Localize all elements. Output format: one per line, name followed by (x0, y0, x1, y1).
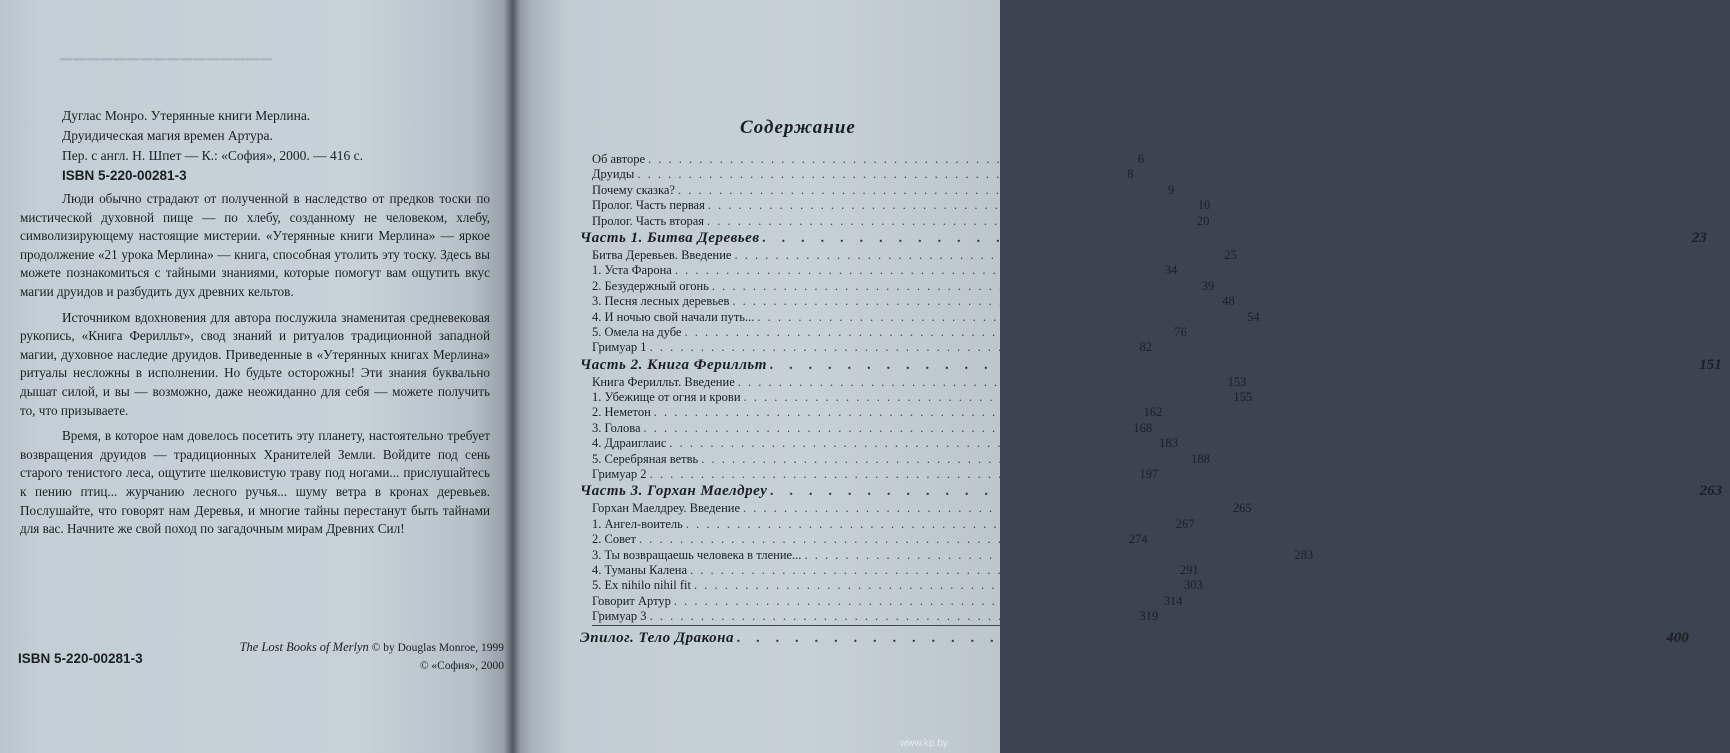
toc-entry-page: 20 (1196, 213, 1210, 228)
toc-leader-dots: . . . . . . . . . . . . . . . . . . . . . . . . . . . . . . . . . . . . . . . . . . . . . . . . (643, 420, 1131, 435)
toc-leader-dots: . . . . . . . . . . . . . . . . . . . . . . . . . . . . . . . . . . . . . . . . . . . . . . . . (737, 374, 1225, 389)
toc-entry-page: 162 (1143, 405, 1163, 420)
toc-entry-page: 9 (1167, 182, 1175, 197)
toc-entry-title: Часть 2. Книга Ферилльт (580, 356, 767, 373)
left-page (0, 0, 512, 753)
toc-leader-dots: . . . . . . . . . . . . . . . . . . . . . . . . . . . . . . . . . . . . . . . . . . . . . . . . (649, 609, 1137, 624)
toc-entry (580, 562, 1199, 578)
toc-entry (580, 167, 1134, 182)
toc-heading: Содержание (740, 117, 856, 138)
original-title: The Lost Books of Merlyn (239, 640, 369, 654)
annotation-paragraph-3: Время, в которое нам довелось посетить эту планету, настоятельно требует возвращения друидов — традиционных Хранителей Земли. Войдите под сень старого тенистого леса, ощутите шелковистую траву под ногами... прислушайтесь к пению птиц... журчанию лесного ручья... шуму ветра в кронах деревьев. Послушайте, что говорят нам Деревья, и многие тайны перестанут быть тайнами для вас. Начните же свой поход по загадочным мирам Древних Сил! (20, 428, 490, 537)
toc-entry-page: 8 (1127, 167, 1134, 182)
copyright-block (226, 638, 504, 675)
toc-part-entry (580, 356, 1722, 375)
toc-entry-page: 54 (1247, 309, 1260, 324)
toc-leader-dots: . . . . . . . . . . . . . . . . . . . . . . . . . . . . . . . . . . . . . . . . . . . . . . . . (743, 501, 1230, 516)
annotation-paragraph-1: Люди обычно страдают от полученной в наследство от предков тоски по мистической духовной пище — по хлебу, созданному не человеком, хлебу, символизирующему настоящие мистерии. «Утерянные книги Мерлина» — яркое продолжение «21 урока Мерлина» — книга, способная утолить эту тоску. Здесь вы можете познакомиться с тайными знаниями, которые помогут вам ощутить вкус магии друидов и разбудить дух древних кельтов. (20, 191, 490, 299)
toc-entry (580, 213, 1210, 229)
toc-entry-page: 151 (1699, 356, 1722, 373)
copyright-line-1 (226, 638, 504, 657)
toc-leader-dots: . . . . . . . . . . . . . . . . . . . . . . . . . . . . . . . . . . . . . . . . . . . . . . . . (638, 532, 1126, 547)
toc-entry-title: 3. Ты возвращаешь человека в тление... (592, 547, 802, 562)
toc-leader-dots: . . . . . . . . . . . . . . . . . . . . . . . . . . . . . . . . . . . . . . . . . . . . . . . . (690, 562, 1177, 577)
toc-entry-title: 2. Совет (592, 532, 636, 547)
toc-entry-page: 39 (1201, 278, 1215, 293)
toc-entry (580, 578, 1203, 593)
toc-entry (580, 263, 1178, 278)
toc-entry-page: 25 (1224, 247, 1237, 262)
toc-leader-dots: . . . . . . . . . . . . . . . . . . . . . . . . . . . . . . . . . . . . . . . . . . . . . . . . (649, 467, 1137, 482)
toc-entry-page: 153 (1227, 374, 1247, 389)
toc-entry-title: Часть 1. Битва Деревьев (580, 229, 760, 246)
toc-entry (580, 609, 1159, 624)
toc-part-entry (580, 229, 1707, 248)
toc-leader-dots: . . . . . . . . . . . . . . . . . . . . . . . . . . . . . . . . . . . . . . . . . . . . . . . . (637, 167, 1125, 182)
toc-entry-title: Друиды (592, 167, 635, 182)
toc-entry-page: 263 (1699, 483, 1723, 500)
toc-entry-title: 2. Неметон (592, 405, 651, 420)
toc-entry-page: 197 (1139, 467, 1159, 482)
toc-leader-dots: . . . . . . . . . . . . . . . . . . . . . . . . . . . . . . . . . . . . . . . . . . . . . . . . (648, 152, 1135, 166)
toc-entry-title: 2. Безудержный огонь (592, 278, 709, 293)
toc-entry-title: Гримуар 1 (592, 340, 647, 355)
toc-entry (580, 340, 1152, 355)
toc-entry-title: Битва Деревьев. Введение (592, 247, 732, 262)
toc-entry (580, 374, 1247, 390)
toc-entry (580, 420, 1153, 436)
toc-leader-dots: . . . . . . . . . . . . . . . . . . . . . . . . . . . . . . . . . . . . . . . . . . . . . . . . (669, 436, 1157, 451)
toc-leader-dots: . . . . . . . . . . . . . . . . . . . . . . . . . . . . . . . . . . . . . . . . . . . . . . . . (757, 309, 1245, 324)
toc-entry (580, 516, 1195, 532)
toc-entry (580, 436, 1179, 451)
isbn-bottom: ISBN 5-220-00281-3 (18, 651, 143, 666)
toc-leader-dots: . . . . . . . . . . . . . . . . . . . . . . . . . . . . . . . . . . . . . . . . . . . . . . . . (762, 229, 1689, 246)
toc-entry-title: Гримуар 3 (592, 609, 647, 624)
toc-entry-title: 5. Омела на дубе (592, 324, 682, 339)
toc-entry-page: 82 (1139, 340, 1152, 355)
annotation-paragraph-2: Источником вдохновения для автора послужила знаменитая средневековая рукопись, «Книга Ферилльт», свод знаний и ритуалов традиционной западной магии, духовное наследие друидов. Приведенные в «Утерянных книгах Мерлина» ритуалы несложны в исполнении. Но будьте осторожны! Эти знания буквально дышат силой, и вы — возможно, даже неожиданно для себя — можете получить то, что призываете. (20, 309, 490, 418)
toc-leader-dots: . . . . . . . . . . . . . . . . . . . . . . . . . . . . . . . . . . . . . . . . . . . . . . . . (769, 356, 1697, 373)
toc-entry-page: 303 (1183, 578, 1203, 593)
toc-entry-page: 10 (1197, 198, 1211, 213)
toc-entry (580, 405, 1163, 420)
toc-leader-dots: . . . . . . . . . . . . . . . . . . . . . . . . . . . . . . . . . . . . . . . . . . . . . . . . (770, 483, 1697, 500)
bleed-through-text: ▔▔▔▔▔▔▔▔▔▔▔▔▔▔▔▔ (60, 60, 273, 77)
toc-entry-page: 23 (1691, 229, 1707, 246)
toc-entry-title: Гримуар 2 (592, 467, 647, 482)
toc-leader-dots: . . . . . . . . . . . . . . . . . . . . . . . . . . . . . . . . . . . . . . . . . . . . . . . . (707, 213, 1194, 228)
annotation-text (20, 190, 490, 539)
isbn-top: ISBN 5-220-00281-3 (62, 168, 187, 183)
toc-entry (580, 451, 1210, 467)
toc-entry-title: Говорит Артур (592, 593, 671, 608)
toc-leader-dots: . . . . . . . . . . . . . . . . . . . . . . . . . . . . . . . . . . . . . . . . . . . . . . . . (649, 340, 1137, 355)
toc-leader-dots: . . . . . . . . . . . . . . . . . . . . . . . . . . . . . . . . . . . . . . . . . . . . . . . . (707, 198, 1195, 213)
toc-leader-dots: . . . . . . . . . . . . . . . . . . . . . . . . . . . . . . . . . . . . . . . . . . . . . . . . (736, 629, 1664, 646)
toc-entry-page: 155 (1233, 390, 1253, 405)
toc-entry-page: 319 (1139, 609, 1159, 624)
toc-entry (580, 593, 1183, 609)
toc-entry-title: Почему сказка? (592, 182, 675, 197)
toc-entry (580, 247, 1237, 263)
toc-entry (580, 501, 1252, 516)
toc-entry (580, 547, 1314, 563)
bibliography-line-1: Дуглас Монро. Утерянные книги Мерлина. (62, 108, 311, 123)
toc-entry (580, 152, 1145, 167)
toc-entry-page: 267 (1175, 516, 1195, 531)
toc-leader-dots: . . . . . . . . . . . . . . . . . . . . . . . . . . . . . . . . . . . . . . . . . . . . . . . . (677, 182, 1165, 197)
toc-entry-page: 34 (1164, 263, 1178, 278)
author-copyright: © by Douglas Monroe, 1999 (371, 642, 504, 654)
toc-entry (580, 324, 1187, 340)
toc-entry-page: 76 (1174, 324, 1187, 339)
toc-entry-title: 4. Туманы Калена (592, 562, 688, 577)
watermark: www.kp.by (900, 738, 948, 749)
book-spine-shadow (504, 0, 520, 753)
toc-leader-dots: . . . . . . . . . . . . . . . . . . . . . . . . . . . . . . . . . . . . . . . . . . . . . . . . (693, 578, 1181, 593)
toc-entry-page: 6 (1137, 152, 1145, 166)
toc-entry-page: 48 (1222, 294, 1235, 309)
right-page (512, 0, 1723, 753)
toc-entry-page: 291 (1179, 562, 1199, 577)
toc-entry-title: 5. Ex nihilo nihil fit (592, 578, 691, 593)
toc-bottom-rule (592, 625, 1002, 626)
toc-entry-title: 1. Уста Фарона (592, 263, 672, 278)
toc-entry-page: 168 (1133, 420, 1153, 435)
toc-leader-dots: . . . . . . . . . . . . . . . . . . . . . . . . . . . . . . . . . . . . . . . . . . . . . . . . (653, 405, 1141, 420)
toc-entry-page: 400 (1666, 629, 1689, 646)
toc-leader-dots: . . . . . . . . . . . . . . . . . . . . . . . . . . . . . . . . . . . . . . . . . . . . . . . . (743, 390, 1231, 405)
toc-leader-dots: . . . . . . . . . . . . . . . . . . . . . . . . . . . . . . . . . . . . . . . . . . . . . . . . (711, 278, 1199, 293)
toc-entry-title: 1. Убежище от огня и крови (592, 390, 741, 405)
toc-entry-page: 265 (1232, 501, 1252, 516)
toc-entry-title: Об авторе (592, 152, 645, 166)
toc-leader-dots: . . . . . . . . . . . . . . . . . . . . . . . . . . . . . . . . . . . . . . . . . . . . . . . . (673, 593, 1161, 608)
bibliography-line-2: Друидическая магия времен Артура. (62, 128, 273, 143)
toc-entry-title: 3. Голова (592, 420, 641, 435)
toc-entry-title: Пролог. Часть первая (592, 198, 705, 213)
toc-entry-title: Книга Ферилльт. Введение (592, 374, 735, 389)
toc-entry-title: 4. И ночью свой начали путь... (592, 309, 755, 324)
toc-entry-page: 183 (1159, 436, 1179, 451)
table-of-contents (580, 152, 1723, 648)
toc-leader-dots: . . . . . . . . . . . . . . . . . . . . . . . . . . . . . . . . . . . . . . . . . . . . . . . . (685, 516, 1173, 531)
toc-entry (580, 309, 1260, 325)
toc-leader-dots: . . . . . . . . . . . . . . . . . . . . . . . . . . . . . . . . . . . . . . . . . . . . . . . . (701, 451, 1189, 466)
publisher-copyright: © «София», 2000 (419, 660, 504, 672)
toc-entry-title: Горхан Маелдреу. Введение (592, 501, 741, 516)
bibliographic-record (62, 106, 492, 166)
toc-entry (580, 390, 1253, 405)
toc-entry-page: 314 (1163, 593, 1183, 608)
toc-part-entry (580, 482, 1723, 501)
toc-leader-dots: . . . . . . . . . . . . . . . . . . . . . . . . . . . . . . . . . . . . . . . . . . . . . . . . (732, 294, 1220, 309)
toc-leader-dots: . . . . . . . . . . . . . . . . . . . . . . . . . . . . . . . . . . . . . . . . . . . . . . . . (674, 263, 1162, 278)
toc-part-entry (580, 629, 1689, 648)
toc-entry-title: 4. Ддраиглаис (592, 436, 667, 451)
toc-entry-title: 1. Ангел-воитель (592, 516, 683, 531)
toc-entry (580, 532, 1148, 547)
toc-entry-page: 283 (1294, 547, 1314, 562)
toc-entry (580, 278, 1215, 294)
toc-entry-title: Часть 3. Горхан Маелдреу (580, 483, 768, 500)
toc-entry (580, 294, 1235, 309)
toc-entry-page: 274 (1128, 532, 1148, 547)
toc-entry-page: 188 (1191, 451, 1210, 466)
bibliography-line-3: Пер. с англ. Н. Шпет — К.: «София», 2000. — 416 с. (62, 148, 363, 163)
toc-entry (580, 182, 1175, 198)
toc-entry-title: 3. Песня лесных деревьев (592, 294, 730, 309)
toc-entry-title: 5. Серебряная ветвь (592, 451, 699, 466)
toc-leader-dots: . . . . . . . . . . . . . . . . . . . . . . . . . . . . . . . . . . . . . . . . . . . . . . . . (684, 324, 1172, 339)
toc-entry (580, 198, 1211, 213)
toc-entry (580, 467, 1159, 482)
toc-leader-dots: . . . . . . . . . . . . . . . . . . . . . . . . . . . . . . . . . . . . . . . . . . . . . . . . (804, 547, 1292, 562)
toc-leader-dots: . . . . . . . . . . . . . . . . . . . . . . . . . . . . . . . . . . . . . . . . . . . . . . . . (734, 247, 1222, 262)
toc-entry-title: Эпилог. Тело Дракона (580, 629, 734, 646)
toc-entry-title: Пролог. Часть вторая (592, 213, 705, 228)
